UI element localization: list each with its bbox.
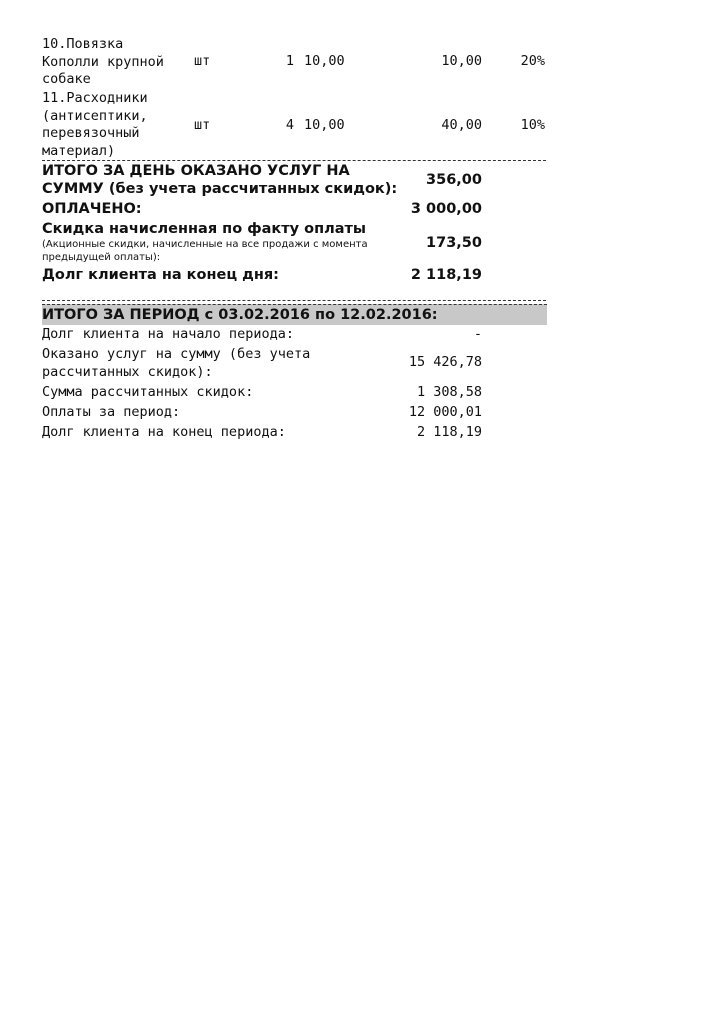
period-row-label: Долг клиента на конец периода: — [42, 424, 286, 440]
item-quantity: 4 — [285, 117, 294, 133]
separator-line — [42, 160, 546, 161]
period-row-label: Долг клиента на начало периода: — [42, 326, 294, 342]
day-paid-label: ОПЛАЧЕНО: — [42, 201, 142, 217]
item-unit: шт — [194, 53, 211, 69]
item-name: 11.Расходники (антисептики, перевязочный материал) — [42, 90, 148, 159]
item-price: 10,00 — [304, 53, 345, 69]
period-header-title: ИТОГО ЗА ПЕРИОД с 03.02.2016 по 12.02.2016: — [42, 307, 438, 323]
day-total-block: ИТОГО ЗА ДЕНЬ ОКАЗАНО УСЛУГ НА СУММУ (без учета рассчитанных скидок): 356,00 ОПЛАЧЕНО: 3 000,00 Скидка начисленная по факту оплаты (Акционные скидки, начисленные на все продажи с момента предыдущей оплаты): 173,50 Долг клиента на конец дня: 2 118,19 — [42, 163, 482, 283]
period-row-label: Сумма рассчитанных скидок: — [42, 384, 254, 400]
item-price: 10,00 — [304, 117, 345, 133]
service-item-row — [42, 36, 547, 88]
period-header — [42, 304, 547, 325]
period-row-value: 15 426,78 — [408, 354, 482, 370]
period-row-value: - — [473, 326, 482, 342]
service-item-row — [42, 90, 547, 160]
item-quantity: 1 — [285, 53, 294, 69]
period-row — [42, 384, 482, 402]
item-sum: 10,00 — [441, 53, 482, 69]
day-debt-label: Долг клиента на конец дня: — [42, 267, 279, 283]
period-row-label: Оказано услуг на сумму (без учета рассчитанных скидок): — [42, 346, 311, 380]
day-paid-value: 3 000,00 — [410, 201, 482, 217]
item-discount: 10% — [520, 117, 545, 133]
period-row-value: 1 308,58 — [416, 384, 482, 400]
separator-line — [42, 300, 546, 301]
item-discount: 20% — [520, 53, 545, 69]
period-row-value: 2 118,19 — [416, 424, 482, 440]
period-row — [42, 326, 482, 344]
period-row — [42, 404, 482, 422]
item-name: 10.Повязка Кополли крупной собаке — [42, 36, 164, 87]
period-row-value: 12 000,01 — [408, 404, 482, 420]
item-sum: 40,00 — [441, 117, 482, 133]
period-row — [42, 346, 482, 382]
period-row — [42, 424, 482, 442]
item-unit: шт — [194, 117, 211, 133]
day-debt-value: 2 118,19 — [410, 267, 482, 283]
period-row-label: Оплаты за период: — [42, 404, 181, 420]
